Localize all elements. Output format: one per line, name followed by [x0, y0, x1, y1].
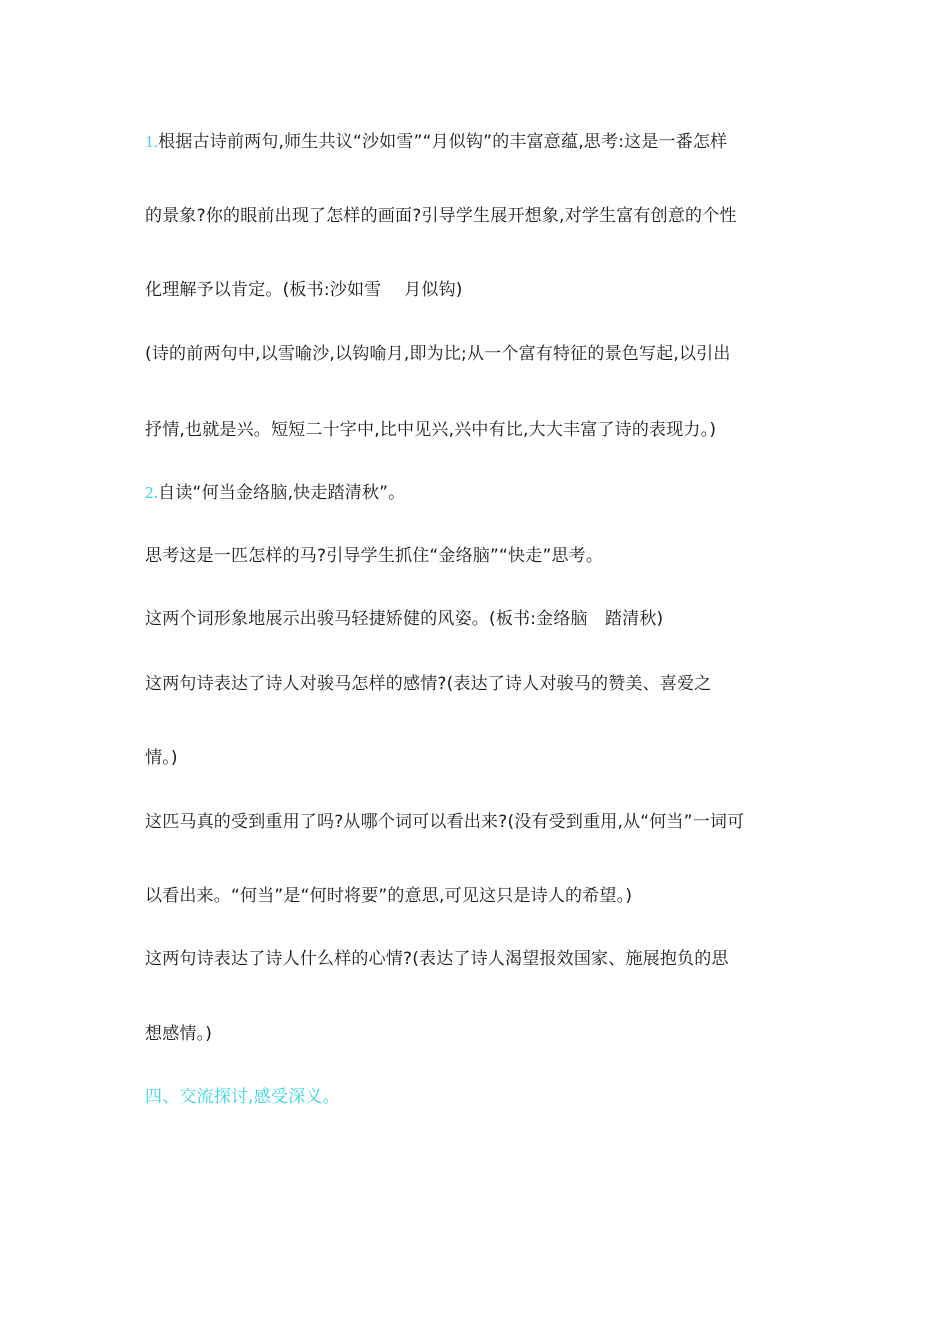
- paragraph-line: [145, 884, 825, 908]
- line-text: 情。): [145, 748, 178, 768]
- line-text: 抒情,也就是兴。短短二十字中,比中见兴,兴中有比,大大丰富了诗的表现力。): [145, 420, 717, 440]
- line-text: 想感情。): [145, 1024, 213, 1044]
- paragraph-line: [145, 672, 825, 696]
- line-text: 自读“何当金络脑,快走踏清秋”。: [158, 483, 406, 503]
- list-number: 1.: [145, 132, 159, 151]
- line-text: 这匹马真的受到重用了吗?从哪个词可以看出来?(没有受到重用,从“何当”一词可: [145, 812, 745, 832]
- paragraph-line: [145, 418, 825, 442]
- line-text: 的景象?你的眼前出现了怎样的画面?引导学生展开想象,对学生富有创意的个性: [145, 206, 737, 226]
- paragraph-line: [145, 278, 825, 302]
- paragraph-line: [145, 204, 825, 228]
- paragraph-line: [145, 342, 825, 366]
- line-text: 这两句诗表达了诗人对骏马怎样的感情?(表达了诗人对骏马的赞美、喜爱之: [145, 674, 712, 694]
- paragraph-line: [145, 130, 825, 154]
- line-text: 这两个词形象地展示出骏马轻捷矫健的风姿。(板书:金络脑 踏清秋): [145, 609, 664, 629]
- line-text: 以看出来。“何当”是“何时将要”的意思,可见这只是诗人的希望。): [145, 886, 633, 906]
- paragraph-line: [145, 607, 825, 631]
- paragraph-line: [145, 1022, 825, 1046]
- line-text: (诗的前两句中,以雪喻沙,以钩喻月,即为比;从一个富有特征的景色写起,以引出: [145, 344, 731, 364]
- paragraph-line: [145, 544, 825, 568]
- paragraph-line: [145, 746, 825, 770]
- line-text: 思考这是一匹怎样的马?引导学生抓住“金络脑”“快走”思考。: [145, 546, 604, 566]
- list-number: 2.: [145, 483, 159, 502]
- line-text: 化理解予以肯定。(板书:沙如雪 月似钩): [145, 280, 463, 300]
- paragraph-line: [145, 947, 825, 971]
- section-heading: 四、交流探讨,感受深义。: [145, 1087, 340, 1107]
- paragraph-line: [145, 810, 825, 834]
- paragraph-line: [145, 481, 825, 505]
- line-text: 根据古诗前两句,师生共议“沙如雪”“月似钩”的丰富意蕴,思考:这是一番怎样: [158, 132, 728, 152]
- line-text: 这两句诗表达了诗人什么样的心情?(表达了诗人渴望报效国家、施展抱负的思: [145, 949, 729, 969]
